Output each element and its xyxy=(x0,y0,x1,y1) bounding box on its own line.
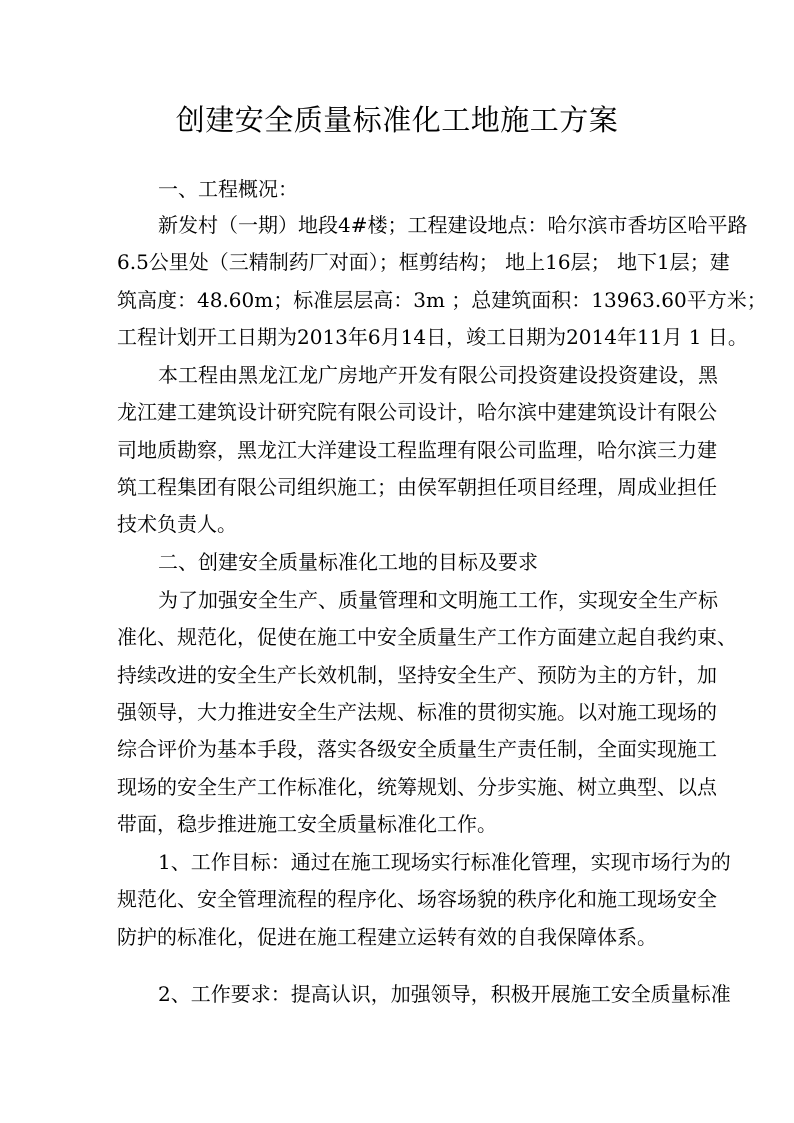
paragraph-line: 带面，稳步推进施工安全质量标准化工作。 xyxy=(117,812,497,836)
paragraph-line: 强领导，大力推进安全生产法规、标准的贯彻实施。以对施工现场的 xyxy=(117,700,717,724)
paragraph-line: 综合评价为基本手段，落实各级安全质量生产责任制，全面实现施工 xyxy=(117,737,717,761)
document-title: 创建安全质量标准化工地施工方案 xyxy=(175,103,619,137)
paragraph-line: 新发村（一期）地段4#楼；工程建设地点：哈尔滨市香坊区哈平路 xyxy=(158,213,748,237)
paragraph-line: 技术负责人。 xyxy=(117,512,237,536)
paragraph-line: 规范化、安全管理流程的程序化、场容场貌的秩序化和施工现场安全 xyxy=(117,887,717,911)
paragraph-line: 本工程由黑龙江龙广房地产开发有限公司投资建设投资建设，黑 xyxy=(158,363,718,387)
paragraph-line: 持续改进的安全生产长效机制，坚持安全生产、预防为主的方针，加 xyxy=(117,663,717,687)
paragraph-line: 1、工作目标：通过在施工现场实行标准化管理，实现市场行为的 xyxy=(158,850,731,874)
section-heading-goals: 二、创建安全质量标准化工地的目标及要求 xyxy=(158,550,538,574)
paragraph-line: 防护的标准化，促进在施工程建立运转有效的自我保障体系。 xyxy=(117,925,657,949)
paragraph-line: 2、工作要求：提高认识，加强领导，积极开展施工安全质量标准 xyxy=(158,982,731,1006)
paragraph-line: 龙江建工建筑设计研究院有限公司设计，哈尔滨中建建筑设计有限公 xyxy=(117,400,717,424)
paragraph-line: 为了加强安全生产、质量管理和文明施工工作，实现安全生产标 xyxy=(158,588,718,612)
paragraph-line: 准化、规范化，促使在施工中安全质量生产工作方面建立起自我约束、 xyxy=(117,625,737,649)
paragraph-line: 司地质勘察，黑龙江大洋建设工程监理有限公司监理，哈尔滨三力建 xyxy=(117,438,717,462)
paragraph-line: 筑工程集团有限公司组织施工；由侯军朝担任项目经理，周成业担任 xyxy=(117,475,717,499)
paragraph-line: 6.5公里处（三精制药厂对面）；框剪结构； 地上16层； 地下1层；建 xyxy=(117,250,730,274)
paragraph-line: 现场的安全生产工作标准化，统筹规划、分步实施、树立典型、以点 xyxy=(117,775,717,799)
paragraph-line: 筑高度：48.60m；标准层层高：3m ；总建筑面积：13963.60平方米； xyxy=(117,288,767,312)
section-heading-overview: 一、工程概况： xyxy=(158,177,298,201)
paragraph-line: 工程计划开工日期为2013年6月14日，竣工日期为2014年11月 1 日。 xyxy=(117,325,748,349)
